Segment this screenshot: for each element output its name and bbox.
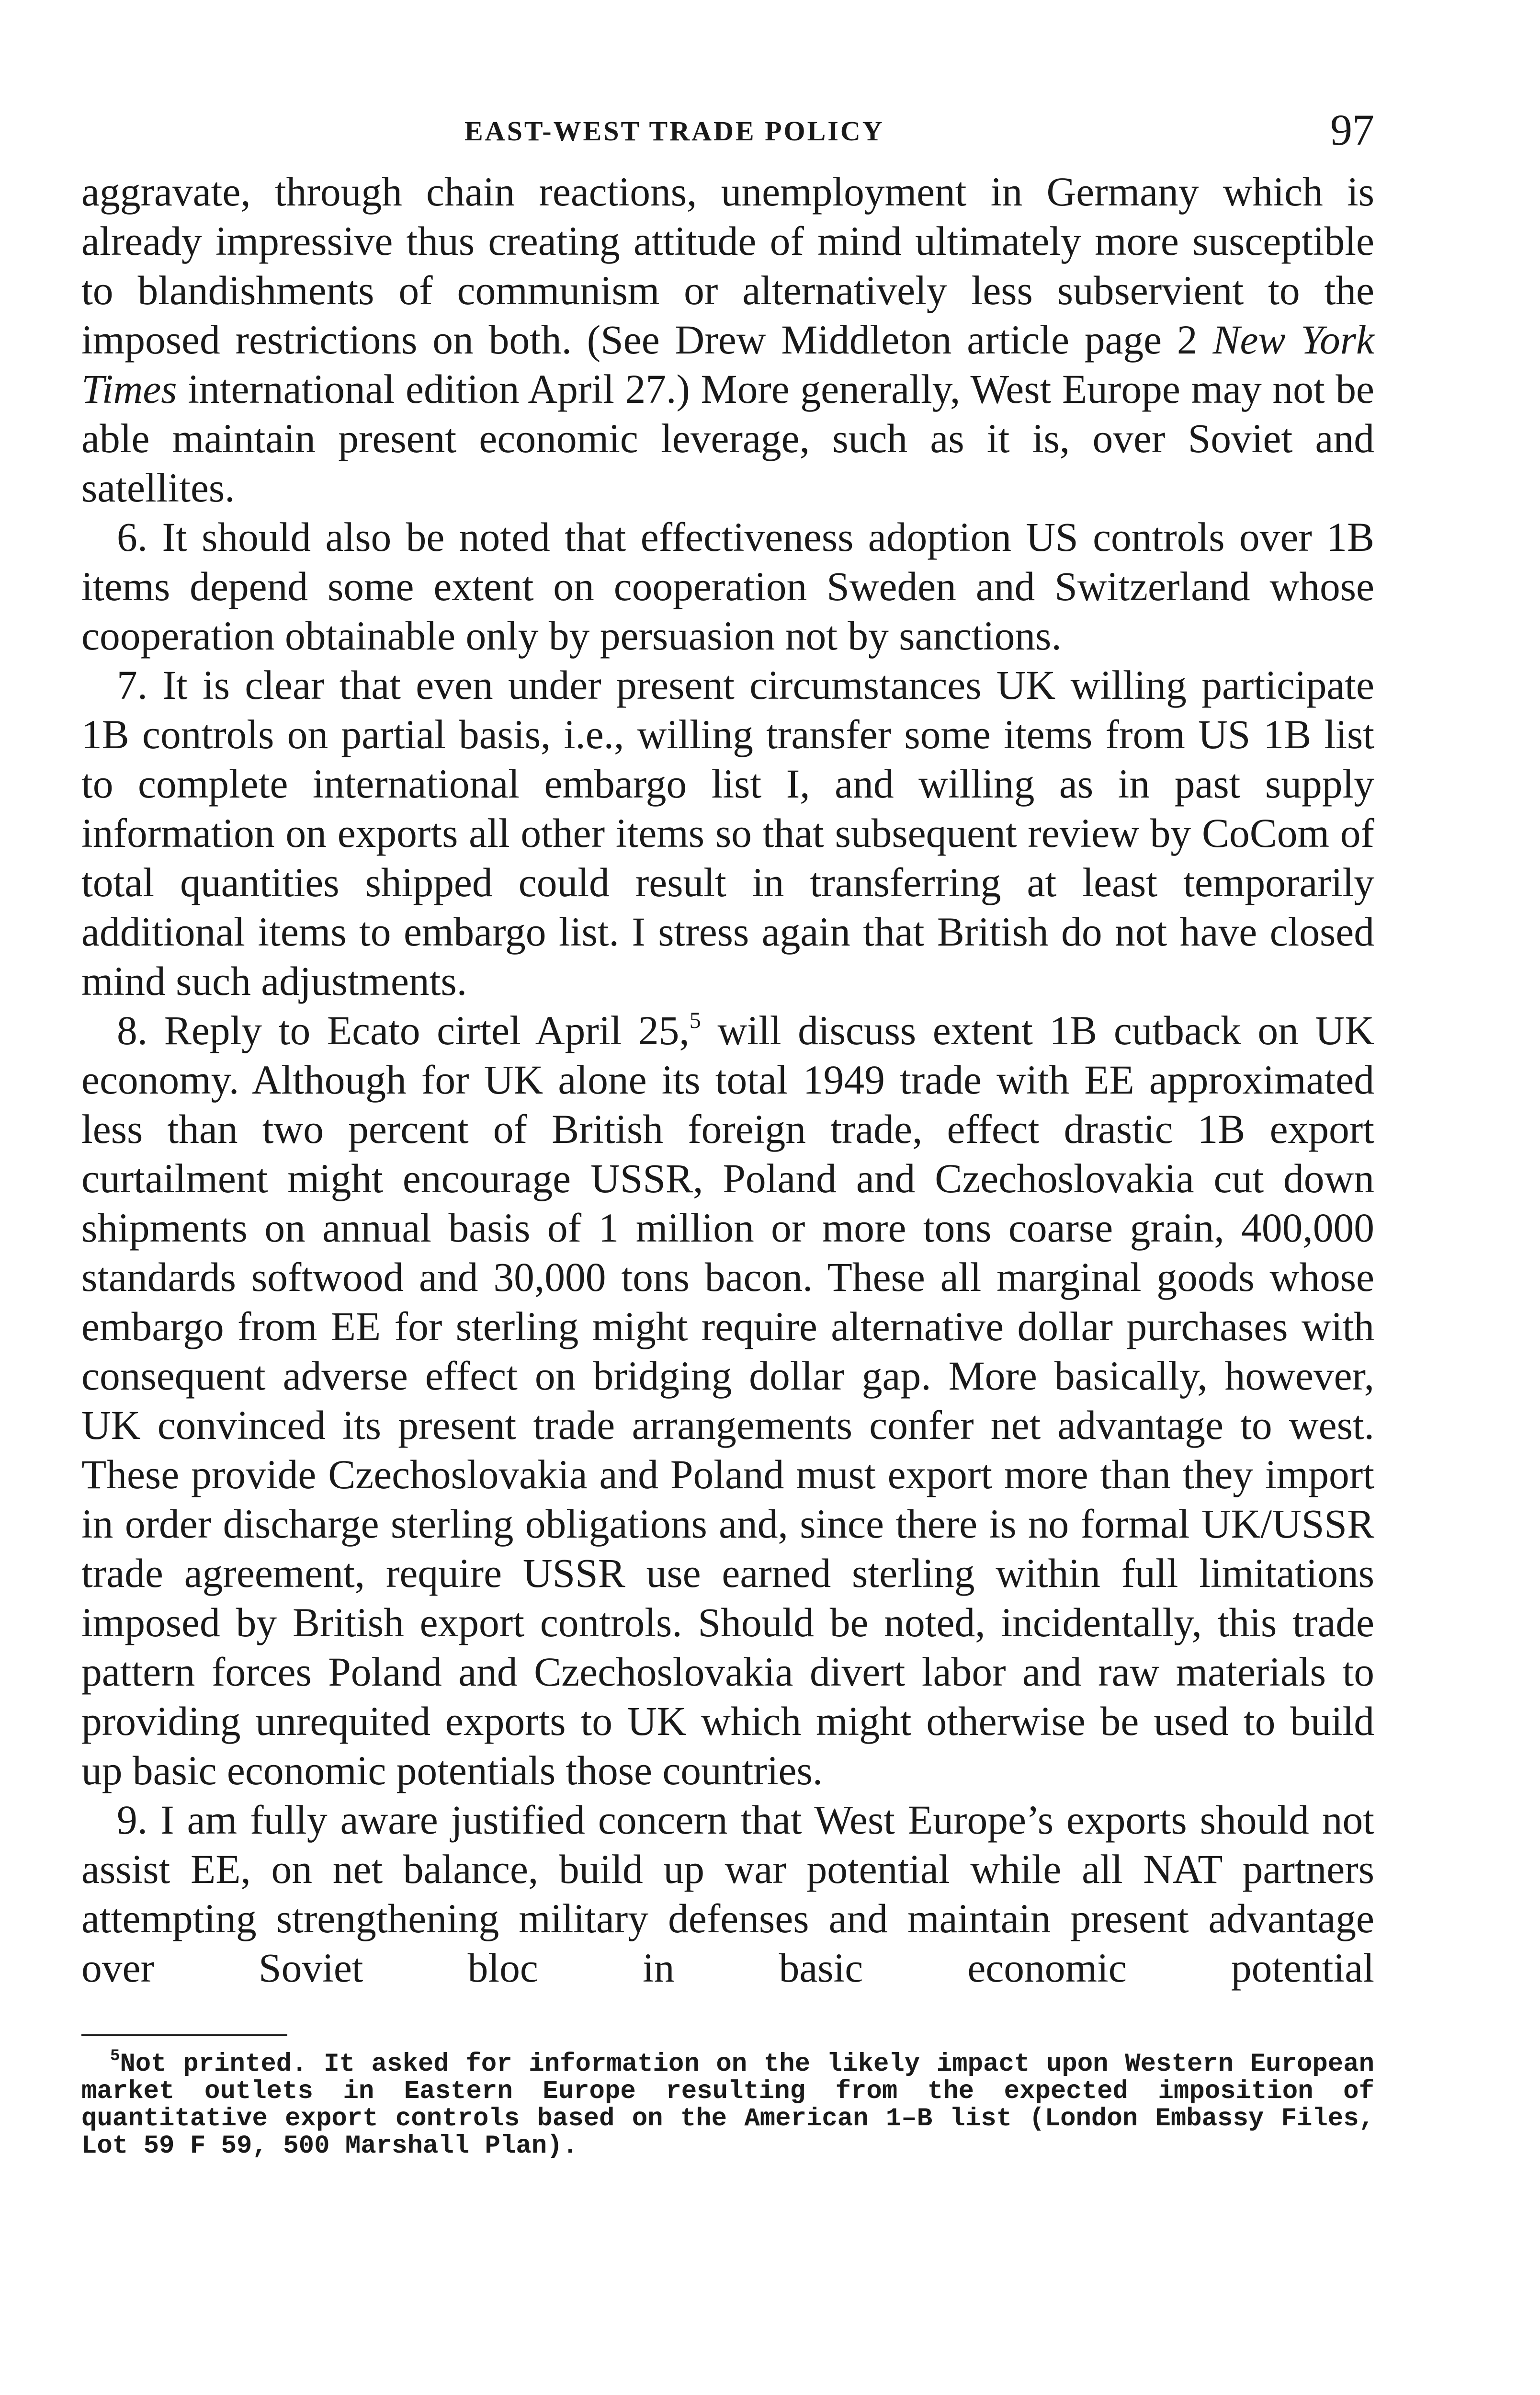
footnote-separator [81,2034,287,2036]
paragraph-continued-end: international edition April 27.) More generally, West Europe may not be able maintain present economic leverage, such as it is, over Soviet and satellites. [81,367,1374,511]
page-header [81,96,1374,168]
paragraph-continued [81,168,1374,513]
footnote-reference: 5 [689,1008,701,1033]
paragraph-continued-text: aggravate, through chain reactions, unemployment in Germany which is already impressive thus creating attitude of mind ultimately more susceptible to blandishments of communism or alternatively less subservient to the imposed restrictions on both. (See Drew Middleton article page 2 [81,170,1374,363]
newspaper-title: New York Times [81,318,1374,412]
body-text [81,168,1374,1993]
paragraph-7: 7. It is clear that even under present circumstances UK willing participate 1B controls on partial basis, i.e., willing transfer some items from US 1B list to complete international embargo list I, and willing as in past supply information on exports all other items so that subsequent review by CoCom of total quantities shipped could result in transferring at least temporarily additional items to embargo list. I stress again that British do not have closed mind such adjustments. [81,663,1374,1004]
paragraph-6: 6. It should also be noted that effectiveness adoption US controls over 1B items depend some extent on cooperation Sweden and Switzerland whose cooperation obtainable only by persuasion not by sanctions. [81,515,1374,659]
paragraph-8 [81,1006,1374,1796]
running-head: EAST-WEST TRADE POLICY [464,115,884,147]
paragraph-8-start: 8. Reply to Ecato cirtel April 25, [117,1008,690,1053]
footnote-text: Not printed. It asked for information on the likely impact upon Western European market outlets in Eastern Europe resulting from the expected imposition of quantitative export controls based on the American 1–B list (London Embassy Files, Lot 59 F 59, 500 Marshall Plan). [81,2050,1374,2161]
paragraph-9: 9. I am fully aware justified concern that West Europe’s exports should not assist EE, on net balance, build up war potential while all NAT partners attempting strengthening military defenses and maintain present advantage over Soviet bloc in basic economic potential [81,1798,1374,1991]
paragraph-8-rest: will discuss extent 1B cutback on UK economy. Although for UK alone its total 1949 trade with EE approximated less than two percent of British foreign trade, effect drastic 1B export curtailment might encourage USSR, Poland and Czechoslovakia cut down shipments on annual basis of 1 million or more tons coarse grain, 400,000 standards softwood and 30,000 tons bacon. These all marginal goods whose embargo from EE for sterling might require alternative dollar purchases with consequent adverse effect on bridging dollar gap. More basically, however, UK convinced its present trade arrangements confer net advantage to west. These provide Czechoslovakia and Poland must export more than they import in order discharge sterling obligations and, since there is no formal UK/USSR trade agreement, require USSR use earned sterling within full limitations imposed by British export controls. Should be noted, incidentally, this trade pattern forces Poland and Czechoslovakia divert labor and raw materials to providing unrequited exports to UK which might otherwise be used to build up basic economic potentials those countries. [81,1008,1374,1793]
page-number: 97 [1330,105,1374,154]
document-page [81,96,1374,2160]
footnote-mark: 5 [110,2047,120,2065]
footnote [81,2047,1374,2161]
